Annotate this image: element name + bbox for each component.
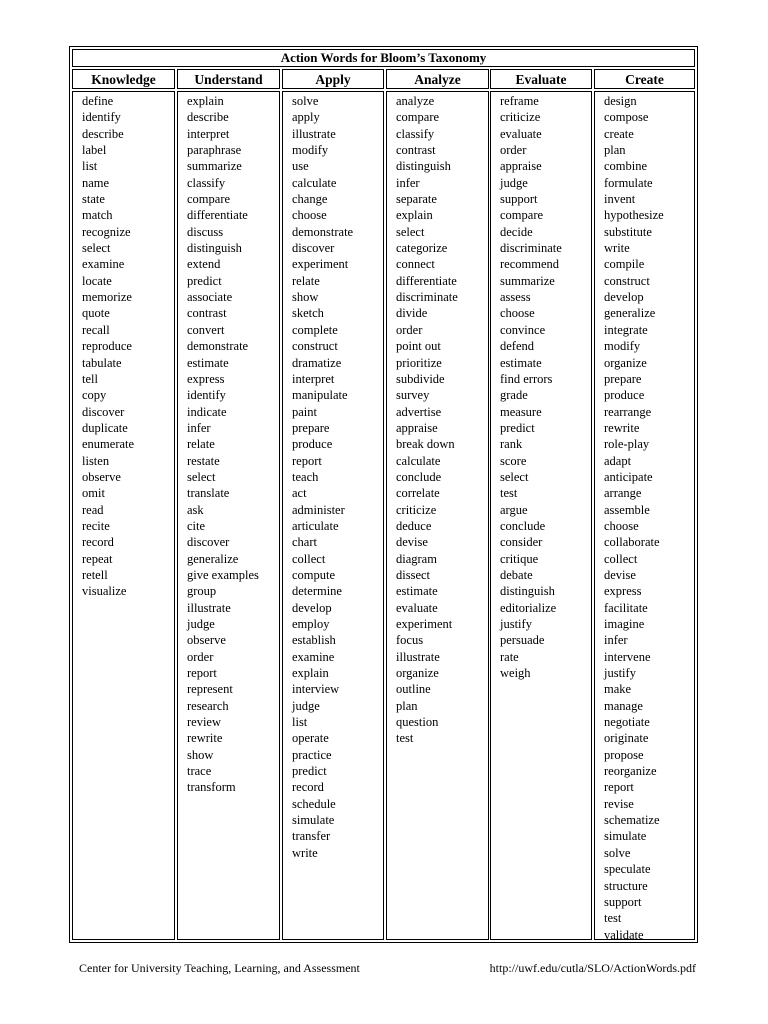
action-word: choose xyxy=(292,208,327,223)
action-word: match xyxy=(82,208,113,223)
action-word: plan xyxy=(396,698,418,713)
action-word: teach xyxy=(292,469,319,484)
action-word: modify xyxy=(292,143,329,158)
action-word: quote xyxy=(82,306,110,321)
action-word: discover xyxy=(82,404,125,419)
action-word: simulate xyxy=(604,829,647,844)
action-word: report xyxy=(187,666,217,681)
action-word: order xyxy=(396,322,423,337)
action-word: explain xyxy=(396,208,433,223)
taxonomy-table xyxy=(69,46,698,943)
action-word: judge xyxy=(292,698,320,713)
column-header: Analyze xyxy=(386,69,489,89)
action-word: discuss xyxy=(187,224,224,239)
action-word: invent xyxy=(604,192,636,207)
action-word: interpret xyxy=(292,371,335,386)
action-word: convince xyxy=(500,322,546,337)
action-word: dramatize xyxy=(292,355,342,370)
action-word: describe xyxy=(82,126,124,141)
action-word: prioritize xyxy=(396,355,442,370)
action-word: support xyxy=(500,192,538,207)
action-word: trace xyxy=(187,764,212,779)
action-word: support xyxy=(604,894,642,909)
action-word: administer xyxy=(292,502,345,517)
action-word: select xyxy=(187,469,216,484)
action-word: argue xyxy=(500,502,528,517)
action-word: test xyxy=(396,731,414,746)
action-word: generalize xyxy=(187,551,239,566)
action-word: apply xyxy=(292,110,320,125)
action-word: facilitate xyxy=(604,600,648,615)
column-create xyxy=(594,69,695,940)
action-word: rewrite xyxy=(187,731,223,746)
action-word: omit xyxy=(82,486,105,501)
action-word: connect xyxy=(396,257,435,272)
action-word: classify xyxy=(187,175,226,190)
action-word: observe xyxy=(82,469,121,484)
action-word: construct xyxy=(604,273,650,288)
action-word: compare xyxy=(396,110,440,125)
action-word: recommend xyxy=(500,257,560,272)
action-word: transform xyxy=(187,780,236,795)
action-word: illustrate xyxy=(292,126,336,141)
column-apply xyxy=(282,69,384,940)
action-word: rank xyxy=(500,437,523,452)
action-word: interview xyxy=(292,682,340,697)
action-word: recognize xyxy=(82,224,131,239)
action-word: defend xyxy=(500,339,535,354)
word-list xyxy=(282,91,384,940)
action-word: collaborate xyxy=(604,535,660,550)
action-word: criticize xyxy=(500,110,541,125)
action-word: write xyxy=(604,241,630,256)
action-word: label xyxy=(82,143,107,158)
action-word: articulate xyxy=(292,518,339,533)
action-word: produce xyxy=(292,437,333,452)
action-word: use xyxy=(292,159,309,174)
column-header: Apply xyxy=(282,69,384,89)
action-word: extend xyxy=(187,257,221,272)
action-word: measure xyxy=(500,404,542,419)
action-word: record xyxy=(292,780,324,795)
action-word: report xyxy=(292,453,322,468)
action-word: represent xyxy=(187,682,233,697)
action-word: focus xyxy=(396,633,424,648)
action-word: reframe xyxy=(500,94,539,108)
action-word: discriminate xyxy=(500,241,562,256)
action-word: imagine xyxy=(604,617,645,631)
action-word: rewrite xyxy=(604,420,640,435)
action-word: infer xyxy=(396,175,420,190)
action-word: compare xyxy=(500,208,544,223)
footer-org: Center for University Teaching, Learning, and Assessment xyxy=(79,961,360,975)
action-word: relate xyxy=(292,273,320,288)
action-word: explain xyxy=(292,666,329,681)
action-word: criticize xyxy=(396,502,437,517)
action-word: make xyxy=(604,682,632,697)
action-word: operate xyxy=(292,731,329,746)
action-word: appraise xyxy=(500,159,542,174)
action-word: select xyxy=(82,241,111,256)
action-word: observe xyxy=(187,633,226,648)
action-word: prepare xyxy=(604,371,642,386)
action-word: memorize xyxy=(82,290,132,305)
action-word: outline xyxy=(396,682,431,697)
footer-url[interactable]: http://uwf.edu/cutla/SLO/ActionWords.pdf xyxy=(489,961,696,975)
action-word: combine xyxy=(604,159,648,174)
action-word: judge xyxy=(187,617,215,631)
action-word: paraphrase xyxy=(187,143,242,158)
action-word: interpret xyxy=(187,126,230,141)
action-word: test xyxy=(500,486,518,501)
action-word: evaluate xyxy=(500,126,542,141)
action-word: reorganize xyxy=(604,764,657,779)
action-word: anticipate xyxy=(604,469,653,484)
action-word: compare xyxy=(187,192,231,207)
action-word: diagram xyxy=(396,551,437,566)
action-word: rate xyxy=(500,649,519,664)
action-word: reproduce xyxy=(82,339,132,354)
action-word: complete xyxy=(292,322,338,337)
action-word: duplicate xyxy=(82,420,128,435)
column-understand xyxy=(177,69,280,940)
action-word: cite xyxy=(187,518,206,533)
action-word: categorize xyxy=(396,241,448,256)
action-word: sketch xyxy=(292,306,324,321)
action-word: compute xyxy=(292,567,336,582)
action-word: analyze xyxy=(396,94,435,108)
action-word: chart xyxy=(292,535,317,550)
action-word: find errors xyxy=(500,371,553,386)
action-word: organize xyxy=(604,355,647,370)
action-word: convert xyxy=(187,322,225,337)
action-word: state xyxy=(82,192,105,207)
action-word: research xyxy=(187,698,229,713)
action-word: practice xyxy=(292,747,332,762)
column-header: Create xyxy=(594,69,695,89)
action-word: justify xyxy=(604,666,636,681)
action-word: employ xyxy=(292,617,330,631)
action-word: change xyxy=(292,192,328,207)
action-word: formulate xyxy=(604,175,653,190)
action-word: predict xyxy=(187,273,222,288)
column-analyze xyxy=(386,69,489,940)
table-title: Action Words for Bloom’s Taxonomy xyxy=(72,49,695,67)
action-word: justify xyxy=(500,617,532,631)
action-word: judge xyxy=(500,175,528,190)
action-word: locate xyxy=(82,273,112,288)
action-word: select xyxy=(396,224,425,239)
action-word: survey xyxy=(396,388,430,403)
action-word: contrast xyxy=(187,306,227,321)
action-word: choose xyxy=(604,518,639,533)
action-word: collect xyxy=(292,551,326,566)
action-word: recite xyxy=(82,518,110,533)
column-header: Knowledge xyxy=(72,69,175,89)
action-word: substitute xyxy=(604,224,652,239)
action-word: examine xyxy=(82,257,125,272)
action-word: estimate xyxy=(396,584,438,599)
action-word: repeat xyxy=(82,551,113,566)
action-word: distinguish xyxy=(187,241,242,256)
action-word: recall xyxy=(82,322,110,337)
action-word: show xyxy=(292,290,319,305)
action-word: arrange xyxy=(604,486,642,501)
action-word: score xyxy=(500,453,527,468)
action-word: manipulate xyxy=(292,388,348,403)
action-word: discover xyxy=(292,241,335,256)
action-word: negotiate xyxy=(604,715,650,730)
action-word: list xyxy=(82,159,98,174)
action-word: debate xyxy=(500,567,533,582)
action-word: order xyxy=(500,143,527,158)
action-word: explain xyxy=(187,94,224,108)
action-word: translate xyxy=(187,486,230,501)
action-word: simulate xyxy=(292,813,335,828)
action-word: estimate xyxy=(187,355,229,370)
action-word: develop xyxy=(292,600,332,615)
action-word: report xyxy=(604,780,634,795)
action-word: review xyxy=(187,715,222,730)
action-word: establish xyxy=(292,633,336,648)
word-list xyxy=(72,91,175,940)
action-word: conclude xyxy=(500,518,546,533)
action-word: originate xyxy=(604,731,649,746)
action-word: generalize xyxy=(604,306,656,321)
action-word: estimate xyxy=(500,355,542,370)
action-word: point out xyxy=(396,339,441,354)
action-word: devise xyxy=(396,535,428,550)
action-word: differentiate xyxy=(187,208,248,223)
action-word: devise xyxy=(604,567,636,582)
action-word: validate xyxy=(604,927,644,942)
action-word: name xyxy=(82,175,110,190)
action-word: express xyxy=(604,584,642,599)
action-word: revise xyxy=(604,796,634,811)
action-word: transfer xyxy=(292,829,331,844)
action-word: calculate xyxy=(292,175,337,190)
action-word: write xyxy=(292,845,318,860)
action-word: correlate xyxy=(396,486,440,501)
action-word: hypothesize xyxy=(604,208,664,223)
action-word: experiment xyxy=(292,257,349,272)
action-word: express xyxy=(187,371,225,386)
action-word: summarize xyxy=(187,159,242,174)
action-word: design xyxy=(604,94,637,108)
action-word: enumerate xyxy=(82,437,135,452)
action-word: appraise xyxy=(396,420,438,435)
action-word: visualize xyxy=(82,584,127,599)
action-word: speculate xyxy=(604,862,651,877)
action-word: deduce xyxy=(396,518,432,533)
word-list xyxy=(386,91,489,940)
action-word: differentiate xyxy=(396,273,457,288)
action-word: restate xyxy=(187,453,220,468)
action-word: rearrange xyxy=(604,404,652,419)
action-word: plan xyxy=(604,143,626,158)
action-word: separate xyxy=(396,192,437,207)
action-word: list xyxy=(292,715,308,730)
column-knowledge xyxy=(72,69,175,940)
action-word: organize xyxy=(396,666,439,681)
action-word: copy xyxy=(82,388,107,403)
action-word: paint xyxy=(292,404,317,419)
action-word: infer xyxy=(604,633,628,648)
word-list xyxy=(177,91,280,940)
action-word: distinguish xyxy=(396,159,451,174)
action-word: infer xyxy=(187,420,211,435)
action-word: prepare xyxy=(292,420,330,435)
action-word: critique xyxy=(500,551,539,566)
action-word: structure xyxy=(604,878,648,893)
action-word: indicate xyxy=(187,404,227,419)
action-word: weigh xyxy=(500,666,531,681)
action-word: assemble xyxy=(604,502,650,517)
action-word: tell xyxy=(82,371,98,386)
action-word: identify xyxy=(82,110,121,125)
action-word: illustrate xyxy=(396,649,440,664)
action-word: contrast xyxy=(396,143,436,158)
action-word: grade xyxy=(500,388,528,403)
action-word: describe xyxy=(187,110,229,125)
action-word: select xyxy=(500,469,529,484)
action-word: give examples xyxy=(187,567,259,582)
action-word: relate xyxy=(187,437,215,452)
action-word: editorialize xyxy=(500,600,557,615)
action-word: experiment xyxy=(396,617,453,631)
action-word: record xyxy=(82,535,114,550)
column-evaluate xyxy=(490,69,592,940)
action-word: advertise xyxy=(396,404,442,419)
action-word: act xyxy=(292,486,307,501)
action-word: schedule xyxy=(292,796,336,811)
action-word: choose xyxy=(500,306,535,321)
action-word: propose xyxy=(604,747,644,762)
action-word: dissect xyxy=(396,567,431,582)
action-word: assess xyxy=(500,290,531,305)
word-list xyxy=(490,91,592,940)
action-word: conclude xyxy=(396,469,442,484)
action-word: discriminate xyxy=(396,290,458,305)
action-word: distinguish xyxy=(500,584,555,599)
action-word: determine xyxy=(292,584,342,599)
action-word: read xyxy=(82,502,104,517)
column-header: Understand xyxy=(177,69,280,89)
action-word: divide xyxy=(396,306,428,321)
action-word: schematize xyxy=(604,813,660,828)
action-word: decide xyxy=(500,224,533,239)
action-word: question xyxy=(396,715,439,730)
action-word: order xyxy=(187,649,214,664)
action-word: examine xyxy=(292,649,335,664)
action-word: retell xyxy=(82,567,108,582)
action-word: adapt xyxy=(604,453,632,468)
action-word: evaluate xyxy=(396,600,438,615)
action-word: develop xyxy=(604,290,644,305)
action-word: solve xyxy=(604,845,631,860)
action-word: manage xyxy=(604,698,643,713)
action-word: test xyxy=(604,911,622,926)
action-word: integrate xyxy=(604,322,648,337)
column-header: Evaluate xyxy=(490,69,592,89)
action-word: subdivide xyxy=(396,371,445,386)
action-word: produce xyxy=(604,388,645,403)
action-word: tabulate xyxy=(82,355,122,370)
action-word: identify xyxy=(187,388,226,403)
action-word: role-play xyxy=(604,437,650,452)
action-word: break down xyxy=(396,437,455,452)
action-word: ask xyxy=(187,502,204,517)
action-word: predict xyxy=(500,420,535,435)
action-word: collect xyxy=(604,551,638,566)
action-word: demonstrate xyxy=(187,339,249,354)
action-word: associate xyxy=(187,290,233,305)
action-word: listen xyxy=(82,453,110,468)
action-word: consider xyxy=(500,535,543,550)
action-word: construct xyxy=(292,339,338,354)
word-list xyxy=(594,91,695,940)
action-word: calculate xyxy=(396,453,441,468)
action-word: compile xyxy=(604,257,645,272)
action-word: intervene xyxy=(604,649,651,664)
action-word: compose xyxy=(604,110,649,125)
action-word: create xyxy=(604,126,634,141)
action-word: discover xyxy=(187,535,230,550)
action-word: summarize xyxy=(500,273,555,288)
action-word: modify xyxy=(604,339,641,354)
action-word: classify xyxy=(396,126,435,141)
action-word: show xyxy=(187,747,214,762)
action-word: predict xyxy=(292,764,327,779)
action-word: persuade xyxy=(500,633,545,648)
action-word: solve xyxy=(292,94,319,108)
action-word: demonstrate xyxy=(292,224,354,239)
action-word: group xyxy=(187,584,217,599)
action-word: illustrate xyxy=(187,600,231,615)
action-word: define xyxy=(82,94,114,108)
